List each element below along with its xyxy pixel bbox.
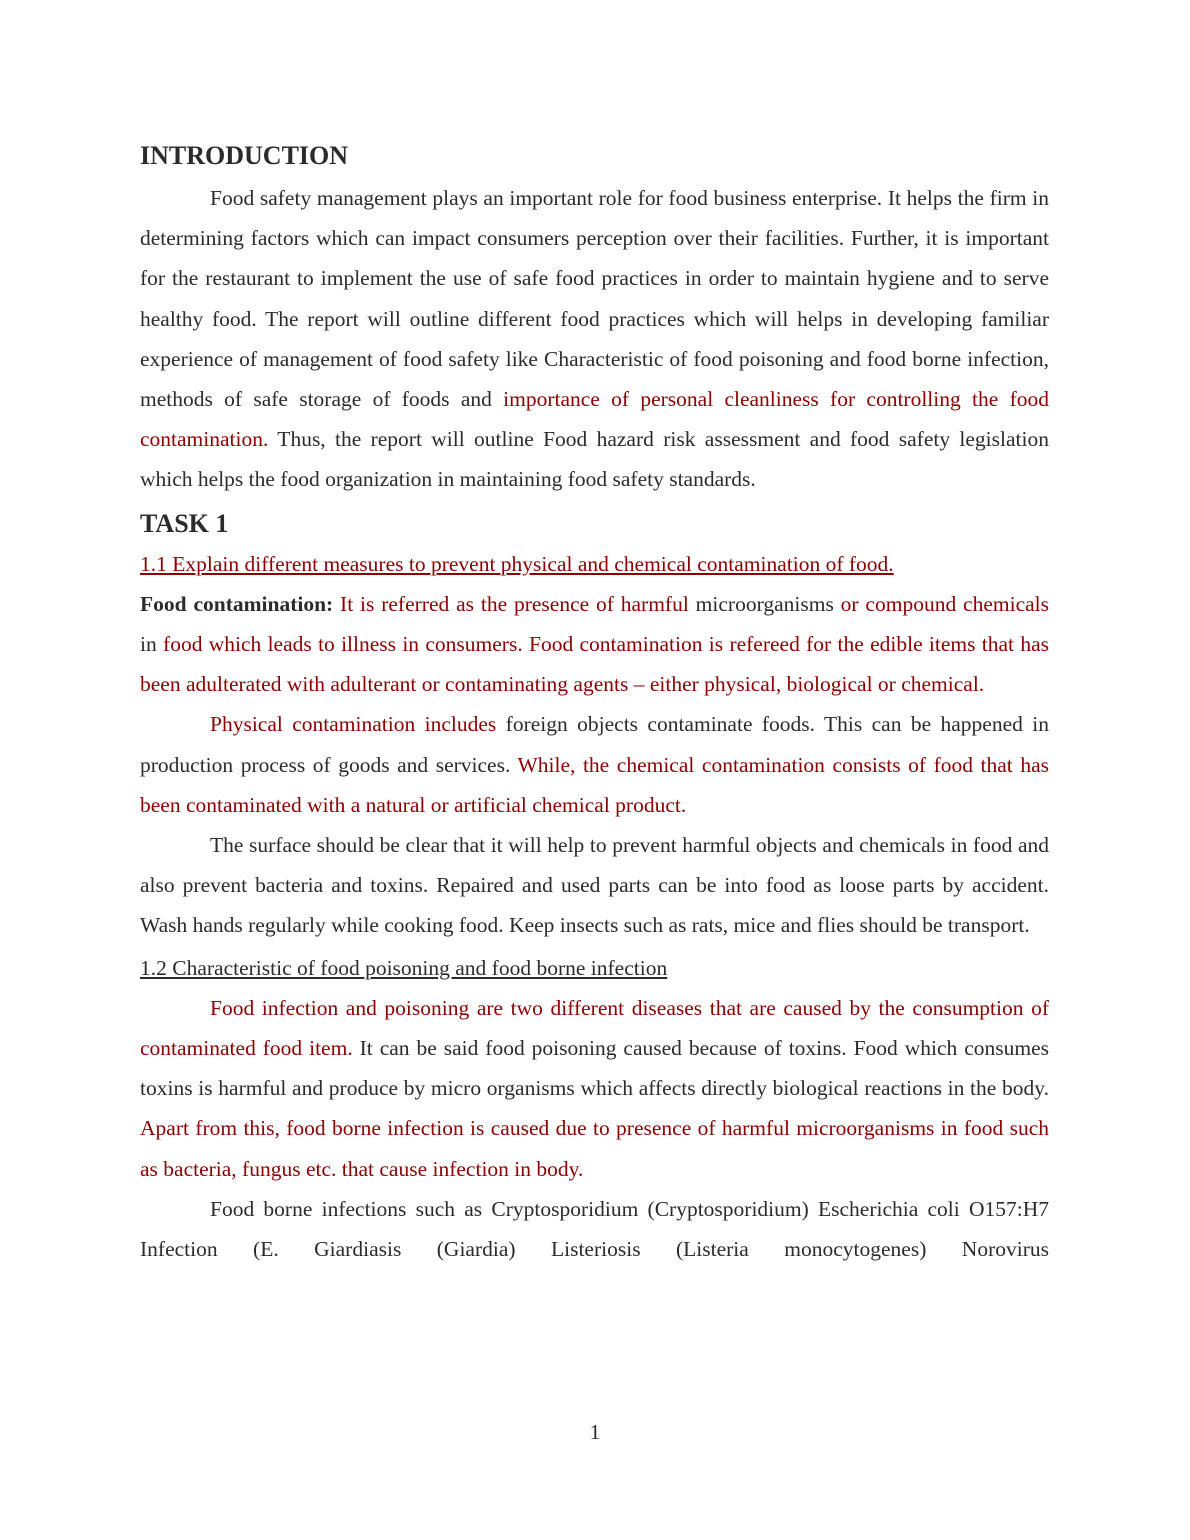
fi-text-b: It can be said food poisoning caused because of toxins. Food which consumes toxins is harmful and produce by micro organisms which affects directly biological reactions in the body. xyxy=(140,1036,1050,1101)
physical-contamination-paragraph xyxy=(140,704,1049,825)
page-number: 1 xyxy=(589,1420,601,1444)
task1-heading: TASK 1 xyxy=(140,508,229,538)
fc-text-e: food which leads to illness in consumers. Food contamination is refereed for the edible items that has been adulterated with adulterant or contaminating agents – either physical, biological or chemical. xyxy=(140,632,1049,697)
food-contamination-paragraph xyxy=(140,584,1049,705)
subheading-1-1: 1.1 Explain different measures to prevent physical and chemical contamination of food. xyxy=(140,551,894,576)
intro-text-highlight: importance of personal cleanliness for controlling the food contamination. xyxy=(140,387,1049,452)
introduction-heading: INTRODUCTION xyxy=(140,141,349,170)
fc-text-d: in xyxy=(140,632,164,657)
pc-text-c: While, the chemical contamination consists of food that has been contaminated with a natural or artificial chemical product. xyxy=(140,752,1049,817)
fc-text-c: or compound chemicals xyxy=(833,591,1050,616)
food-infection-paragraph xyxy=(140,988,1049,1189)
fc-text-b: microorganisms xyxy=(695,591,834,616)
intro-paragraph xyxy=(140,178,1049,500)
pc-text-a: Physical contamination includes xyxy=(210,712,497,737)
intro-text-c: Thus, the report will outline Food hazard risk assessment and food safety legislation which helps the food organization in maintaining food safety standards. xyxy=(140,427,1049,492)
page-content xyxy=(140,138,1049,1269)
surface-paragraph: The surface should be clear that it will help to prevent harmful objects and chemicals in food and also prevent bacteria and toxins. Repaired and used parts can be into food as loose parts by accident. Wash hands regularly while cooking food. Keep insects such as rats, mice and flies should be transport. xyxy=(140,833,1049,938)
intro-text-a: Food safety management plays an important role for food business enterprise. It helps the firm in determining factors which can impact consumers perception over their facilities. Further, it is important for the restaurant to implement the use of safe food practices in order to maintain hygiene and to serve healthy food. The report will outline different food practices which will helps in developing familiar experience of management of food safety like Characteristic of food poisoning and food borne infection, methods of safe storage of foods and xyxy=(140,186,1049,412)
fc-text-a: It is referred as the presence of harmful xyxy=(333,591,696,616)
subheading-1-2: 1.2 Characteristic of food poisoning and food borne infection xyxy=(140,955,668,980)
fi-text-c: Apart from this, food borne infection is caused due to presence of harmful microorganisms in food such as bacteria, fungus etc. that cause infection in body. xyxy=(140,1116,1049,1181)
pc-text-b: foreign objects contaminate foods. This can be happened in production process of goods and services. xyxy=(140,712,1049,777)
food-borne-infections-paragraph: Food borne infections such as Cryptosporidium (Cryptosporidium) Escherichia coli O157:H7 Infection (E. Giardiasis (Giardia) Listeriosis (Listeria monocytogenes) Norovirus xyxy=(140,1196,1049,1262)
fi-text-a: Food infection and poisoning are two different diseases that are caused by the consumption of contaminated food item. xyxy=(140,995,1049,1061)
food-contamination-label: Food contamination: xyxy=(140,591,334,616)
